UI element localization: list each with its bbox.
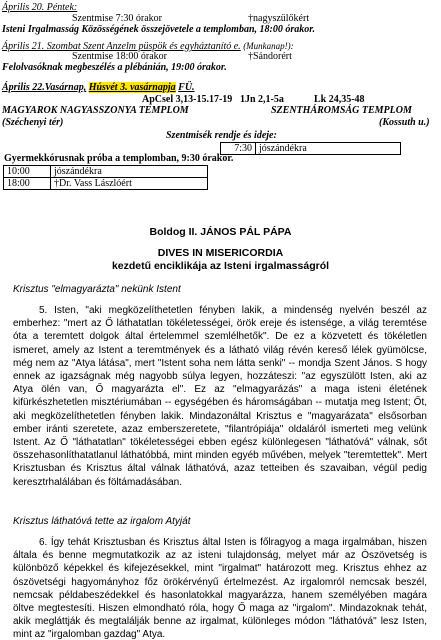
table-row — [4, 178, 208, 190]
apr21-mass: Szentmise 18:00 órakor — [72, 51, 167, 62]
reading-1: ApCsel 3,13-15.17-19 — [142, 94, 233, 105]
reading-3: Lk 24,35-48 — [314, 94, 365, 105]
mass-intention: jószándékra — [256, 143, 401, 155]
apr21-intention: †Sándorért — [248, 51, 292, 62]
section2-body — [13, 536, 427, 640]
apr22-fu: FÜ. — [178, 82, 195, 93]
apr22-heading — [2, 82, 195, 94]
church-right-name: SZENTHÁROMSÁG TEMPLOM — [271, 105, 412, 116]
section1-heading: Krisztus "elmagyarázta" nekünk Istent — [13, 284, 181, 295]
mass-time: 10:00 — [4, 166, 51, 178]
reading-2: 1Jn 2,1-5a — [240, 94, 284, 105]
section2-paragraph: 6. Így tehát Krisztusban és Krisztus által Isten is főlragyog a maga irgalmában, hiszen általa és benne megmutatkozik az az isteni tulajdonság, melyet már az Ószövetség is különböző képekkel és kifejezésekkel, mint "irgalmat" határozott meg. Krisztus ehhez az ószövetségi hagyományhoz főz örökérvényű értelmezést. Az irgalomról nemcsak beszél, nemcsak példabeszédekkel és hasonlatokkal magyarázza, hanem személyében magára öltve megtestesíti. Hiszen elmondható róla, hogy Ő maga az "irgalom". Mindazoknak tehát, akik megláttják és megtalálják benne az irgalmat, különleges módon "láthatóvá" lesz Isten, mint az "irgalomban gazdag" Atya. — [13, 537, 427, 640]
mass-table-left — [3, 165, 208, 190]
mass-table-right — [220, 142, 401, 155]
mass-table-header: Szentmisék rendje és ideje: — [166, 130, 277, 141]
apr20-note: Isteni Irgalmasság Közösségének összejövetele a templomban, 18:00 órakor. — [2, 24, 316, 35]
mass-time: 7:30 — [221, 143, 256, 155]
apr21-note: Felolvasóknak megbeszélés a plébánián, 19:00 órakor. — [2, 62, 227, 73]
apr22-date: Április 22.Vasárnap, — [2, 82, 87, 93]
apr21-date: Április 21. Szombat Szent Anzelm püspök és egyháztanító e. — [2, 41, 241, 52]
apr21-date-note: (Munkanap!): — [243, 41, 294, 51]
mass-time: 18:00 — [4, 178, 51, 190]
article-subtitle: kezdetű enciklikája az Isteni irgalmasságról — [111, 260, 330, 272]
section1-body — [13, 304, 427, 489]
table-row — [4, 166, 208, 178]
apr20-intention: †nagyszülőkért — [248, 13, 310, 24]
church-left-address: (Széchenyi tér) — [2, 117, 64, 128]
mass-intention: †Dr. Vass Lászlóért — [51, 178, 208, 190]
article-title: DIVES IN MISERICORDIA — [157, 247, 284, 259]
apr20-date: Április 20. Péntek: — [2, 2, 78, 13]
choir-notice: Gyermekkórusnak próba a templomban, 9:30 órakor. — [4, 153, 234, 164]
church-left-name: MAGYAROK NAGYASSZONYA TEMPLOM — [2, 105, 189, 116]
church-right-address: (Kossuth u.) — [379, 117, 430, 128]
mass-intention: jószándékra — [51, 166, 208, 178]
apr22-feast: Húsvét 3. vasárnapja — [88, 82, 176, 93]
section2-heading: Krisztus láthatóvá tette az irgalom Atyját — [13, 516, 191, 527]
section1-paragraph: 5. Isten, "aki megközelíthetetlen fényben lakik, a mindenség nyelvén beszél az emberhez: "mert az Ő láthatatlan tökéletességei, örök ereje és istensége, a világ teremtése óta a teremtett dolgok által értelemmel szemlélhetők". De ez a közvetett és tökéletlen ismeret, amely az Istent a teremtmények és a látható világ révén kereső lélek gyümölcse, még nem az "Atya látása", mert "Istent soha nem látta senki" -- mondja Szent János. S hogy ennek az igazságnak még nagyobb súlya legyen, hozzáteszi: "az egyszülött Isten, aki az Atya ölén van, Ő magyarázta el". Ez az "elmagyarázás" a maga isteni életének kifürkészhetetlen misztériumában -- egységében és háromságában -- mutatja meg Istent; Őt, aki megközelíthetetlen fényben lakik. Mindazonáltal Krisztus e "magyarázata" elsősorban ember iránti szeretete, azaz emberszeretete, "filantrópiája" oldaláról ismerteti meg velünk Istent. Az Ő "láthatatlan" tökéletességei ebben egész különlegesen "láthatóvá" válnak, sőt összehasonlíthatatlanul láthatóbbá, mint minden egyéb művében, melyek "teremtettek". Mert Krisztusban és Krisztus által válnak láthatóvá, azaz tetteiben és szavaiban, végül pedig keresztrhalálában és föltámadásában. — [13, 305, 427, 488]
article-author: Boldog II. JÁNOS PÁL PÁPA — [149, 226, 292, 238]
table-row — [221, 143, 401, 155]
apr20-mass: Szentmise 7:30 órakor — [72, 13, 162, 24]
